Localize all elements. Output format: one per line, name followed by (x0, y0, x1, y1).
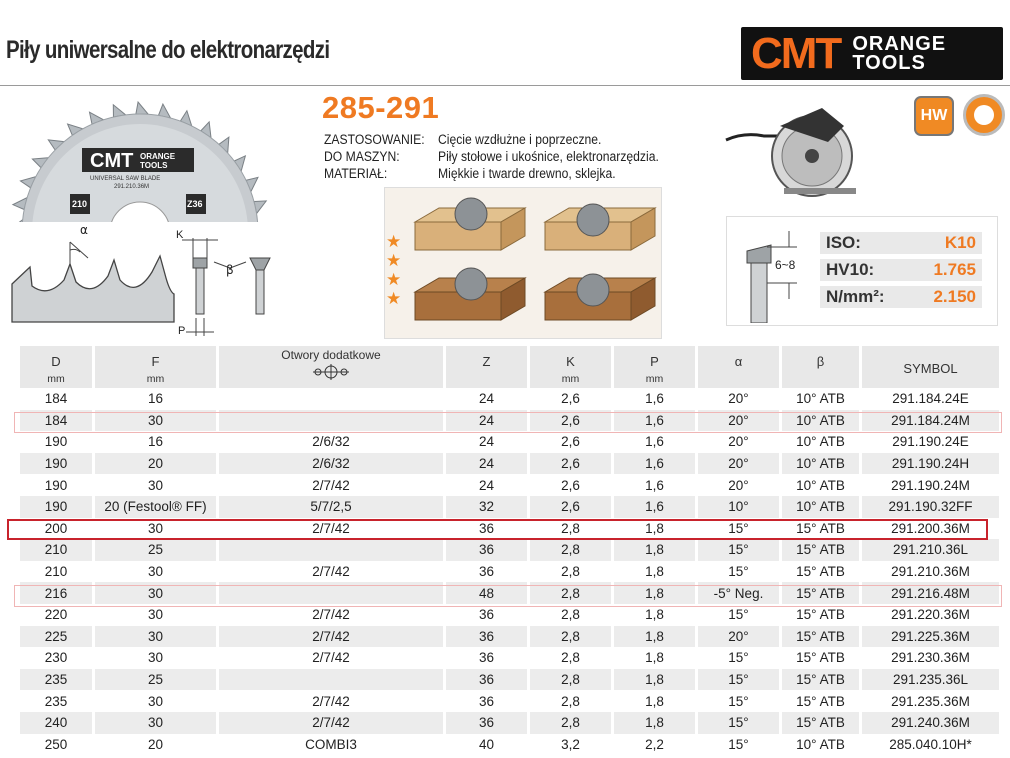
brand-logo (741, 27, 1003, 80)
cell-f: 30 (95, 626, 219, 648)
star-icon: ★ (386, 232, 402, 251)
blade-diameter-text: 210 (72, 199, 88, 209)
p-label: P (178, 325, 186, 337)
property-key: HV10: (826, 260, 875, 279)
cell-p: 1,6 (614, 453, 698, 475)
table-row (20, 712, 1002, 734)
property-key: N/mm²: (826, 287, 885, 306)
cell-d: 190 (20, 431, 95, 453)
property-key: ISO: (826, 233, 861, 252)
cell-alpha: -5° Neg. (698, 582, 782, 604)
cell-f: 20 (Festool® FF) (95, 496, 219, 518)
cell-beta: 10° ATB (782, 734, 862, 756)
cell-alpha: 15° (698, 734, 782, 756)
cell-symbol: 285.040.10H* (862, 734, 1002, 756)
cell-alpha: 20° (698, 410, 782, 432)
cell-holes: COMBI3 (219, 734, 446, 756)
cell-alpha: 10° (698, 496, 782, 518)
header-alpha: α (698, 346, 782, 388)
cell-symbol: 291.230.36M (862, 647, 1002, 669)
tooth-thickness-diagram (727, 217, 827, 323)
logo-cmt-text: CMT (751, 29, 841, 78)
cell-alpha: 15° (698, 669, 782, 691)
cell-d: 220 (20, 604, 95, 626)
cell-f: 20 (95, 453, 219, 475)
cell-beta: 10° ATB (782, 410, 862, 432)
property-strength (820, 286, 982, 308)
cell-z: 36 (446, 690, 530, 712)
cell-d: 240 (20, 712, 95, 734)
cell-z: 36 (446, 669, 530, 691)
rating-stars (386, 232, 401, 308)
cell-z: 24 (446, 388, 530, 410)
cell-f: 30 (95, 712, 219, 734)
cell-symbol: 291.235.36M (862, 690, 1002, 712)
header-holes: Otwory dodatkowe (219, 346, 446, 388)
cell-p: 1,6 (614, 410, 698, 432)
cell-f: 30 (95, 410, 219, 432)
cell-f: 20 (95, 734, 219, 756)
cell-k: 2,6 (530, 431, 614, 453)
cell-beta: 15° ATB (782, 582, 862, 604)
cell-d: 190 (20, 453, 95, 475)
cell-z: 24 (446, 431, 530, 453)
logo-line-2: TOOLS (852, 51, 926, 74)
cell-holes: 2/7/42 (219, 604, 446, 626)
cell-z: 40 (446, 734, 530, 756)
table-row (20, 518, 1002, 540)
cell-z: 36 (446, 518, 530, 540)
cell-holes: 2/6/32 (219, 453, 446, 475)
cell-beta: 15° ATB (782, 712, 862, 734)
cell-p: 1,8 (614, 561, 698, 583)
cell-beta: 15° ATB (782, 604, 862, 626)
table-row (20, 626, 1002, 648)
cell-symbol: 291.190.24E (862, 431, 1002, 453)
cell-beta: 10° ATB (782, 474, 862, 496)
cell-alpha: 15° (698, 518, 782, 540)
cell-holes (219, 388, 446, 410)
table-row (20, 734, 1002, 756)
spec-label-material: MATERIAŁ: (324, 166, 388, 181)
cell-symbol: 291.220.36M (862, 604, 1002, 626)
cell-p: 1,8 (614, 690, 698, 712)
cell-f: 30 (95, 647, 219, 669)
cell-symbol: 291.235.36L (862, 669, 1002, 691)
cell-beta: 10° ATB (782, 431, 862, 453)
header-symbol: SYMBOL (862, 346, 1002, 388)
cell-holes: 2/7/42 (219, 647, 446, 669)
cell-k: 2,8 (530, 669, 614, 691)
blade-code-text: 291.210.36M (114, 184, 150, 190)
table-row (20, 647, 1002, 669)
cut-types-illustration (384, 187, 662, 339)
cell-z: 36 (446, 539, 530, 561)
cell-f: 25 (95, 539, 219, 561)
cell-k: 2,8 (530, 518, 614, 540)
cell-beta: 15° ATB (782, 647, 862, 669)
logo-line-1: ORANGE (852, 32, 947, 55)
cell-holes (219, 539, 446, 561)
cell-z: 24 (446, 474, 530, 496)
cell-alpha: 15° (698, 690, 782, 712)
thickness-label: 6~8 (775, 258, 796, 272)
cell-k: 2,6 (530, 496, 614, 518)
cell-symbol: 291.190.32FF (862, 496, 1002, 518)
cell-z: 24 (446, 410, 530, 432)
cell-alpha: 20° (698, 474, 782, 496)
cell-z: 36 (446, 604, 530, 626)
table-row (20, 582, 1002, 604)
header-k: K mm (530, 346, 614, 388)
cell-d: 200 (20, 518, 95, 540)
property-value: 1.765 (933, 260, 976, 279)
blade-teeth-text: Z36 (187, 199, 203, 209)
cell-holes: 2/6/32 (219, 431, 446, 453)
cell-holes: 5/7/2,5 (219, 496, 446, 518)
cell-holes: 2/7/42 (219, 712, 446, 734)
cell-d: 184 (20, 388, 95, 410)
property-iso (820, 232, 982, 254)
specification-table (20, 346, 1002, 755)
cell-d: 235 (20, 690, 95, 712)
header-z: Z (446, 346, 530, 388)
cell-symbol: 291.184.24M (862, 410, 1002, 432)
cell-p: 1,8 (614, 539, 698, 561)
header-f: F mm (95, 346, 219, 388)
blade-label-text: UNIVERSAL SAW BLADE (90, 176, 161, 182)
beta-label: β (226, 263, 234, 277)
cell-k: 3,2 (530, 734, 614, 756)
cell-f: 30 (95, 690, 219, 712)
spec-value-material: Miękkie i twarde drewno, sklejka. (438, 166, 616, 181)
cell-beta: 15° ATB (782, 561, 862, 583)
cell-f: 30 (95, 561, 219, 583)
cell-alpha: 15° (698, 539, 782, 561)
cell-p: 1,6 (614, 431, 698, 453)
blade-tools-text: TOOLS (140, 161, 168, 170)
header-p: P mm (614, 346, 698, 388)
table-row (20, 561, 1002, 583)
cell-z: 36 (446, 561, 530, 583)
table-row (20, 604, 1002, 626)
spec-labels (324, 131, 425, 182)
cell-alpha: 15° (698, 647, 782, 669)
cell-d: 190 (20, 496, 95, 518)
cell-beta: 10° ATB (782, 453, 862, 475)
cell-p: 1,8 (614, 712, 698, 734)
cell-holes (219, 410, 446, 432)
cell-alpha: 15° (698, 712, 782, 734)
cell-z: 32 (446, 496, 530, 518)
cell-p: 1,6 (614, 474, 698, 496)
table-row (20, 431, 1002, 453)
property-value: 2.150 (933, 287, 976, 306)
blade-logo-text: CMT (90, 150, 134, 172)
tooth-angle-diagram (10, 222, 280, 342)
cell-beta: 15° ATB (782, 626, 862, 648)
cell-d: 225 (20, 626, 95, 648)
cell-k: 2,8 (530, 561, 614, 583)
cell-alpha: 15° (698, 561, 782, 583)
cell-beta: 15° ATB (782, 669, 862, 691)
cell-alpha: 20° (698, 431, 782, 453)
cell-alpha: 20° (698, 626, 782, 648)
cell-p: 1,8 (614, 647, 698, 669)
cell-f: 16 (95, 388, 219, 410)
cell-p: 1,6 (614, 496, 698, 518)
cell-beta: 15° ATB (782, 690, 862, 712)
cell-symbol: 291.210.36L (862, 539, 1002, 561)
header-d: D mm (20, 346, 95, 388)
cell-k: 2,8 (530, 539, 614, 561)
cell-beta: 10° ATB (782, 388, 862, 410)
cell-holes (219, 582, 446, 604)
cell-f: 30 (95, 518, 219, 540)
cell-f: 25 (95, 669, 219, 691)
cell-p: 1,6 (614, 388, 698, 410)
cell-k: 2,8 (530, 582, 614, 604)
cell-beta: 10° ATB (782, 496, 862, 518)
title-divider (0, 85, 1010, 86)
cell-d: 190 (20, 474, 95, 496)
cell-d: 210 (20, 539, 95, 561)
cell-k: 2,8 (530, 712, 614, 734)
blade-icon (963, 94, 1005, 136)
cell-f: 30 (95, 582, 219, 604)
cell-z: 24 (446, 453, 530, 475)
cell-symbol: 291.210.36M (862, 561, 1002, 583)
cell-symbol: 291.216.48M (862, 582, 1002, 604)
cell-symbol: 291.184.24E (862, 388, 1002, 410)
cell-k: 2,8 (530, 690, 614, 712)
cell-z: 36 (446, 626, 530, 648)
cell-k: 2,8 (530, 647, 614, 669)
table-row (20, 474, 1002, 496)
page-title: Piły uniwersalne do elektronarzędzi (6, 36, 330, 64)
cell-k: 2,6 (530, 410, 614, 432)
circular-saw-icon (724, 96, 864, 206)
cell-z: 36 (446, 712, 530, 734)
holes-icon (313, 364, 349, 380)
table-body (20, 388, 1002, 755)
cell-holes: 2/7/42 (219, 474, 446, 496)
cell-p: 1,8 (614, 669, 698, 691)
cell-holes: 2/7/42 (219, 518, 446, 540)
table-header-row (20, 346, 1002, 388)
table-row (20, 539, 1002, 561)
alpha-label: α (80, 223, 88, 237)
hw-badge: HW (914, 96, 954, 136)
property-hv10 (820, 259, 982, 281)
blade-tooth (136, 102, 148, 114)
star-icon: ★ (386, 251, 402, 270)
cell-alpha: 20° (698, 388, 782, 410)
table-row (20, 669, 1002, 691)
cell-d: 184 (20, 410, 95, 432)
table-row (20, 496, 1002, 518)
table-row (20, 690, 1002, 712)
cell-p: 2,2 (614, 734, 698, 756)
spec-values (438, 131, 659, 182)
spec-value-application: Cięcie wzdłużne i poprzeczne. (438, 132, 602, 147)
table-row (20, 410, 1002, 432)
logo-orange-tools (852, 32, 947, 74)
table-row (20, 388, 1002, 410)
cell-alpha: 20° (698, 453, 782, 475)
cell-p: 1,8 (614, 518, 698, 540)
cell-k: 2,6 (530, 388, 614, 410)
cell-f: 16 (95, 431, 219, 453)
cell-p: 1,8 (614, 582, 698, 604)
cell-k: 2,8 (530, 626, 614, 648)
cell-k: 2,6 (530, 453, 614, 475)
cell-beta: 15° ATB (782, 539, 862, 561)
cell-d: 216 (20, 582, 95, 604)
cell-holes: 2/7/42 (219, 690, 446, 712)
spec-label-application: ZASTOSOWANIE: (324, 132, 425, 147)
blade-orange-text: ORANGE (140, 152, 176, 161)
star-icon: ★ (386, 289, 402, 308)
cell-p: 1,8 (614, 604, 698, 626)
cell-symbol: 291.200.36M (862, 518, 1002, 540)
spec-label-machines: DO MASZYN: (324, 149, 400, 164)
cell-f: 30 (95, 604, 219, 626)
cell-holes: 2/7/42 (219, 561, 446, 583)
header-beta: β (782, 346, 862, 388)
cell-d: 210 (20, 561, 95, 583)
cell-symbol: 291.190.24M (862, 474, 1002, 496)
cell-f: 30 (95, 474, 219, 496)
saw-blade-image (10, 90, 270, 222)
cell-k: 2,8 (530, 604, 614, 626)
cell-alpha: 15° (698, 604, 782, 626)
property-value: K10 (944, 233, 976, 252)
cell-d: 235 (20, 669, 95, 691)
cell-z: 48 (446, 582, 530, 604)
cell-k: 2,6 (530, 474, 614, 496)
product-code: 285-291 (322, 90, 440, 125)
cut-types-image (385, 188, 661, 338)
cell-symbol: 291.190.24H (862, 453, 1002, 475)
k-label: K (176, 229, 184, 241)
cell-holes (219, 669, 446, 691)
spec-value-machines: Piły stołowe i ukośnice, elektronarzędzia. (438, 149, 659, 164)
cell-p: 1,8 (614, 626, 698, 648)
cell-d: 230 (20, 647, 95, 669)
cell-beta: 15° ATB (782, 518, 862, 540)
table-row (20, 453, 1002, 475)
cell-symbol: 291.225.36M (862, 626, 1002, 648)
cell-holes: 2/7/42 (219, 626, 446, 648)
cell-d: 250 (20, 734, 95, 756)
cell-symbol: 291.240.36M (862, 712, 1002, 734)
cell-z: 36 (446, 647, 530, 669)
star-icon: ★ (386, 270, 402, 289)
